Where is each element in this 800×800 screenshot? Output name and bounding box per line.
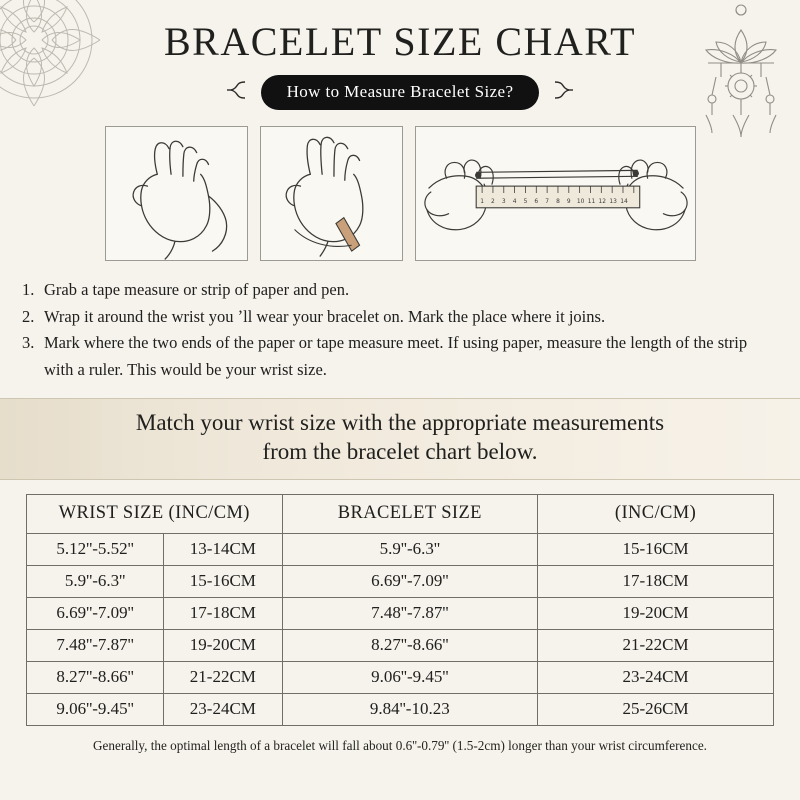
svg-text:6: 6 [533, 198, 538, 205]
step-2-number: 2. [22, 306, 35, 326]
cell-wrist-cm: 19-20CM [164, 629, 282, 661]
how-to-measure-pill: How to Measure Bracelet Size? [261, 75, 540, 110]
svg-text:13: 13 [608, 198, 617, 205]
cell-wrist-in: 7.48''-7.87'' [27, 629, 164, 661]
step-1-text: Grab a tape measure or strip of paper and pen. [44, 280, 350, 299]
cell-bracelet-in: 8.27''-8.66'' [282, 629, 538, 661]
table-row [27, 565, 774, 597]
page-title: BRACELET SIZE CHART [163, 19, 637, 64]
cell-bracelet-cm: 23-24CM [538, 661, 774, 693]
flourish-right-icon [549, 79, 575, 106]
step-2-text: Wrap it around the wrist you ʼll wear your bracelet on. Mark the place where it joins. [44, 306, 606, 326]
cell-bracelet-cm: 19-20CM [538, 597, 774, 629]
svg-text:14: 14 [619, 198, 628, 205]
flourish-left-icon [225, 79, 251, 106]
svg-text:3: 3 [501, 198, 506, 205]
measuring-strip-with-ruler-illustration [415, 126, 696, 261]
step-1 [22, 277, 778, 304]
hand-with-tape-measure-illustration [105, 126, 248, 261]
cell-bracelet-cm: 25-26CM [538, 693, 774, 725]
cell-wrist-in: 5.12''-5.52'' [27, 533, 164, 565]
svg-text:8: 8 [555, 198, 560, 205]
step-3-text: Mark where the two ends of the paper or tape measure meet. If using paper, measure the length of the strip with a ruler. This would be your wrist size. [44, 333, 748, 380]
cell-wrist-in: 8.27''-8.66'' [27, 661, 164, 693]
measurement-steps [22, 277, 778, 384]
cell-wrist-cm: 15-16CM [164, 565, 282, 597]
subtitle-row [0, 75, 800, 110]
cell-bracelet-in: 9.84''-10.23 [282, 693, 538, 725]
svg-text:4: 4 [512, 198, 516, 205]
cell-wrist-cm: 23-24CM [164, 693, 282, 725]
size-table-wrapper [26, 494, 774, 726]
illustration-row [0, 126, 800, 261]
svg-text:10: 10 [576, 198, 584, 205]
svg-text:12: 12 [598, 198, 606, 205]
table-row [27, 693, 774, 725]
table-row [27, 629, 774, 661]
cell-bracelet-in: 9.06''-9.45'' [282, 661, 538, 693]
match-wrist-banner [0, 398, 800, 480]
cell-wrist-cm: 17-18CM [164, 597, 282, 629]
bracelet-size-table [26, 494, 774, 726]
step-3 [22, 330, 778, 383]
table-header-row [27, 494, 774, 533]
table-row [27, 661, 774, 693]
step-1-number: 1. [22, 280, 35, 299]
banner-line-2: from the bracelet chart below. [262, 438, 538, 464]
table-row [27, 597, 774, 629]
cell-wrist-in: 9.06''-9.45'' [27, 693, 164, 725]
cell-bracelet-in: 7.48''-7.87'' [282, 597, 538, 629]
footer-note: Generally, the optimal length of a bracelet will fall about 0.6''-0.79'' (1.5-2cm) longer than your wrist circumference. [93, 737, 707, 753]
cell-bracelet-cm: 21-22CM [538, 629, 774, 661]
banner-line-1: Match your wrist size with the appropriate measurements [135, 409, 665, 435]
cell-bracelet-cm: 15-16CM [538, 533, 774, 565]
step-2 [22, 304, 778, 331]
cell-wrist-in: 6.69''-7.09'' [27, 597, 164, 629]
cell-wrist-cm: 21-22CM [164, 661, 282, 693]
table-row [27, 533, 774, 565]
step-3-number: 3. [22, 333, 35, 353]
hand-with-paper-strip-illustration [260, 126, 403, 261]
cell-wrist-cm: 13-14CM [164, 533, 282, 565]
svg-text:9: 9 [566, 198, 571, 205]
svg-text:11: 11 [587, 198, 595, 205]
cell-bracelet-in: 5.9''-6.3'' [282, 533, 538, 565]
cell-bracelet-cm: 17-18CM [538, 565, 774, 597]
svg-text:5: 5 [523, 198, 527, 205]
header-bracelet-size: BRACELET SIZE [282, 494, 538, 533]
cell-bracelet-in: 6.69''-7.09'' [282, 565, 538, 597]
cell-wrist-in: 5.9''-6.3'' [27, 565, 164, 597]
svg-text:1: 1 [479, 198, 484, 205]
svg-text:2: 2 [490, 198, 495, 205]
svg-text:7: 7 [544, 198, 549, 205]
header-wrist-size: WRIST SIZE (INC/CM) [27, 494, 283, 533]
header-bracelet-units: (INC/CM) [538, 494, 774, 533]
